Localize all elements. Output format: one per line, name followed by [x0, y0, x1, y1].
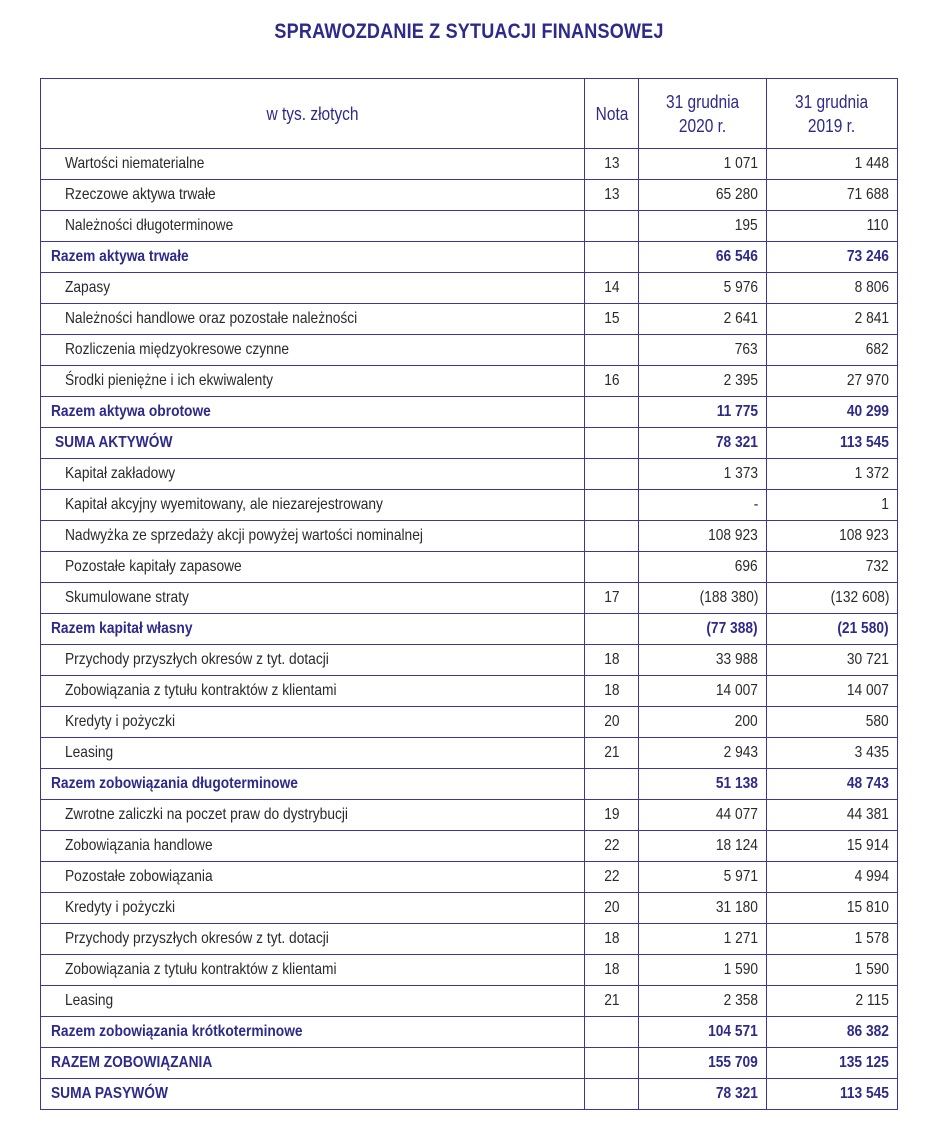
row-label: Kapitał akcyjny wyemitowany, ale niezarejestrowany	[41, 490, 585, 521]
row-value-2020: 2 395	[639, 366, 767, 397]
row-nota	[585, 614, 639, 645]
row-nota: 21	[585, 986, 639, 1017]
row-value-2019: 1 578	[767, 924, 898, 955]
table-row	[41, 366, 898, 397]
row-value-2020: -	[639, 490, 767, 521]
row-value-2019: 8 806	[767, 273, 898, 304]
row-value-2019: 44 381	[767, 800, 898, 831]
row-value-2020: 11 775	[639, 397, 767, 428]
row-value-2019: 86 382	[767, 1017, 898, 1048]
row-nota: 18	[585, 955, 639, 986]
row-label: Leasing	[41, 986, 585, 1017]
row-nota: 18	[585, 676, 639, 707]
row-nota: 13	[585, 149, 639, 180]
table-row	[41, 800, 898, 831]
row-value-2020: 14 007	[639, 676, 767, 707]
table-row	[41, 304, 898, 335]
row-value-2020: 104 571	[639, 1017, 767, 1048]
row-nota: 19	[585, 800, 639, 831]
row-label: Przychody przyszłych okresów z tyt. dotacji	[41, 645, 585, 676]
row-label: Nadwyżka ze sprzedaży akcji powyżej wartości nominalnej	[41, 521, 585, 552]
table-row	[41, 180, 898, 211]
row-value-2020: 200	[639, 707, 767, 738]
row-nota	[585, 335, 639, 366]
header-label: w tys. złotych	[41, 79, 585, 149]
row-value-2019: 48 743	[767, 769, 898, 800]
row-nota: 21	[585, 738, 639, 769]
row-nota	[585, 397, 639, 428]
table-row	[41, 490, 898, 521]
row-nota: 22	[585, 831, 639, 862]
table-row	[41, 521, 898, 552]
row-nota	[585, 459, 639, 490]
table-row	[41, 459, 898, 490]
table-row	[41, 273, 898, 304]
row-label: SUMA AKTYWÓW	[41, 428, 585, 459]
row-value-2019: 1	[767, 490, 898, 521]
header-2020: 31 grudnia 2020 r.	[639, 79, 767, 149]
row-value-2020: 44 077	[639, 800, 767, 831]
row-value-2019: 113 545	[767, 428, 898, 459]
row-label: Razem kapitał własny	[41, 614, 585, 645]
row-value-2019: 27 970	[767, 366, 898, 397]
row-value-2020: 2 943	[639, 738, 767, 769]
row-value-2020: 1 071	[639, 149, 767, 180]
table-row	[41, 769, 898, 800]
row-value-2019: 1 448	[767, 149, 898, 180]
row-nota	[585, 769, 639, 800]
table-row	[41, 1079, 898, 1110]
row-label: Razem zobowiązania długoterminowe	[41, 769, 585, 800]
table-header-row	[41, 79, 898, 149]
row-value-2019: (132 608)	[767, 583, 898, 614]
row-label: Pozostałe kapitały zapasowe	[41, 552, 585, 583]
row-value-2020: 5 976	[639, 273, 767, 304]
table-row	[41, 924, 898, 955]
row-value-2020: 2 358	[639, 986, 767, 1017]
row-label: Rozliczenia międzyokresowe czynne	[41, 335, 585, 366]
row-nota: 22	[585, 862, 639, 893]
row-label: Razem zobowiązania krótkoterminowe	[41, 1017, 585, 1048]
table-row	[41, 893, 898, 924]
row-label: Razem aktywa trwałe	[41, 242, 585, 273]
row-value-2020: 51 138	[639, 769, 767, 800]
row-value-2019: (21 580)	[767, 614, 898, 645]
row-value-2020: 18 124	[639, 831, 767, 862]
row-value-2019: 4 994	[767, 862, 898, 893]
table-row	[41, 552, 898, 583]
table-row	[41, 1048, 898, 1079]
table-row	[41, 955, 898, 986]
row-value-2019: 135 125	[767, 1048, 898, 1079]
row-value-2020: 31 180	[639, 893, 767, 924]
header-nota: Nota	[585, 79, 639, 149]
row-nota: 20	[585, 707, 639, 738]
row-label: Kredyty i pożyczki	[41, 707, 585, 738]
table-row	[41, 738, 898, 769]
row-nota	[585, 242, 639, 273]
document-title: SPRAWOZDANIE Z SYTUACJI FINANSOWEJ	[274, 20, 664, 43]
table-row	[41, 397, 898, 428]
row-value-2019: 3 435	[767, 738, 898, 769]
row-nota: 18	[585, 645, 639, 676]
row-nota: 18	[585, 924, 639, 955]
row-nota	[585, 211, 639, 242]
table-row	[41, 428, 898, 459]
row-value-2019: 30 721	[767, 645, 898, 676]
row-value-2019: 108 923	[767, 521, 898, 552]
row-value-2020: 66 546	[639, 242, 767, 273]
row-nota	[585, 521, 639, 552]
row-value-2019: 15 914	[767, 831, 898, 862]
row-value-2020: 696	[639, 552, 767, 583]
row-label: Skumulowane straty	[41, 583, 585, 614]
row-value-2020: 155 709	[639, 1048, 767, 1079]
table-row	[41, 645, 898, 676]
row-label: Zobowiązania z tytułu kontraktów z klientami	[41, 955, 585, 986]
row-label: Kredyty i pożyczki	[41, 893, 585, 924]
row-nota	[585, 1017, 639, 1048]
row-value-2019: 110	[767, 211, 898, 242]
row-value-2020: (188 380)	[639, 583, 767, 614]
row-value-2020: 108 923	[639, 521, 767, 552]
row-nota: 15	[585, 304, 639, 335]
row-nota	[585, 490, 639, 521]
row-label: Pozostałe zobowiązania	[41, 862, 585, 893]
row-label: RAZEM ZOBOWIĄZANIA	[41, 1048, 585, 1079]
row-label: Zobowiązania handlowe	[41, 831, 585, 862]
row-value-2020: 65 280	[639, 180, 767, 211]
row-nota: 14	[585, 273, 639, 304]
row-value-2019: 580	[767, 707, 898, 738]
table-row	[41, 583, 898, 614]
row-value-2019: 71 688	[767, 180, 898, 211]
row-value-2020: (77 388)	[639, 614, 767, 645]
row-label: Razem aktywa obrotowe	[41, 397, 585, 428]
table-row	[41, 986, 898, 1017]
row-value-2019: 1 372	[767, 459, 898, 490]
financial-statement-table	[40, 78, 898, 1110]
row-nota	[585, 1048, 639, 1079]
row-label: Wartości niematerialne	[41, 149, 585, 180]
row-nota: 13	[585, 180, 639, 211]
row-value-2019: 14 007	[767, 676, 898, 707]
row-value-2019: 113 545	[767, 1079, 898, 1110]
table-row	[41, 614, 898, 645]
row-label: Zobowiązania z tytułu kontraktów z klientami	[41, 676, 585, 707]
table-row	[41, 149, 898, 180]
row-label: Zapasy	[41, 273, 585, 304]
row-value-2020: 195	[639, 211, 767, 242]
row-value-2020: 78 321	[639, 1079, 767, 1110]
row-value-2019: 682	[767, 335, 898, 366]
row-value-2019: 73 246	[767, 242, 898, 273]
row-value-2019: 40 299	[767, 397, 898, 428]
table-row	[41, 211, 898, 242]
row-label: SUMA PASYWÓW	[41, 1079, 585, 1110]
row-nota: 20	[585, 893, 639, 924]
header-2019: 31 grudnia 2019 r.	[767, 79, 898, 149]
row-nota: 16	[585, 366, 639, 397]
row-value-2020: 2 641	[639, 304, 767, 335]
table-row	[41, 831, 898, 862]
row-label: Rzeczowe aktywa trwałe	[41, 180, 585, 211]
row-label: Zwrotne zaliczki na poczet praw do dystrybucji	[41, 800, 585, 831]
row-label: Leasing	[41, 738, 585, 769]
row-value-2019: 2 115	[767, 986, 898, 1017]
row-value-2020: 763	[639, 335, 767, 366]
row-value-2020: 1 271	[639, 924, 767, 955]
table-row	[41, 676, 898, 707]
table-row	[41, 707, 898, 738]
row-value-2019: 1 590	[767, 955, 898, 986]
row-value-2019: 15 810	[767, 893, 898, 924]
row-label: Należności długoterminowe	[41, 211, 585, 242]
row-value-2019: 732	[767, 552, 898, 583]
row-value-2020: 33 988	[639, 645, 767, 676]
row-nota	[585, 428, 639, 459]
row-label: Kapitał zakładowy	[41, 459, 585, 490]
table-row	[41, 335, 898, 366]
table-row	[41, 862, 898, 893]
row-label: Środki pieniężne i ich ekwiwalenty	[41, 366, 585, 397]
row-value-2020: 78 321	[639, 428, 767, 459]
row-nota	[585, 1079, 639, 1110]
row-label: Przychody przyszłych okresów z tyt. dotacji	[41, 924, 585, 955]
row-value-2019: 2 841	[767, 304, 898, 335]
table-row	[41, 242, 898, 273]
table-row	[41, 1017, 898, 1048]
row-nota	[585, 552, 639, 583]
row-label: Należności handlowe oraz pozostałe należności	[41, 304, 585, 335]
row-nota: 17	[585, 583, 639, 614]
row-value-2020: 1 590	[639, 955, 767, 986]
row-value-2020: 5 971	[639, 862, 767, 893]
row-value-2020: 1 373	[639, 459, 767, 490]
